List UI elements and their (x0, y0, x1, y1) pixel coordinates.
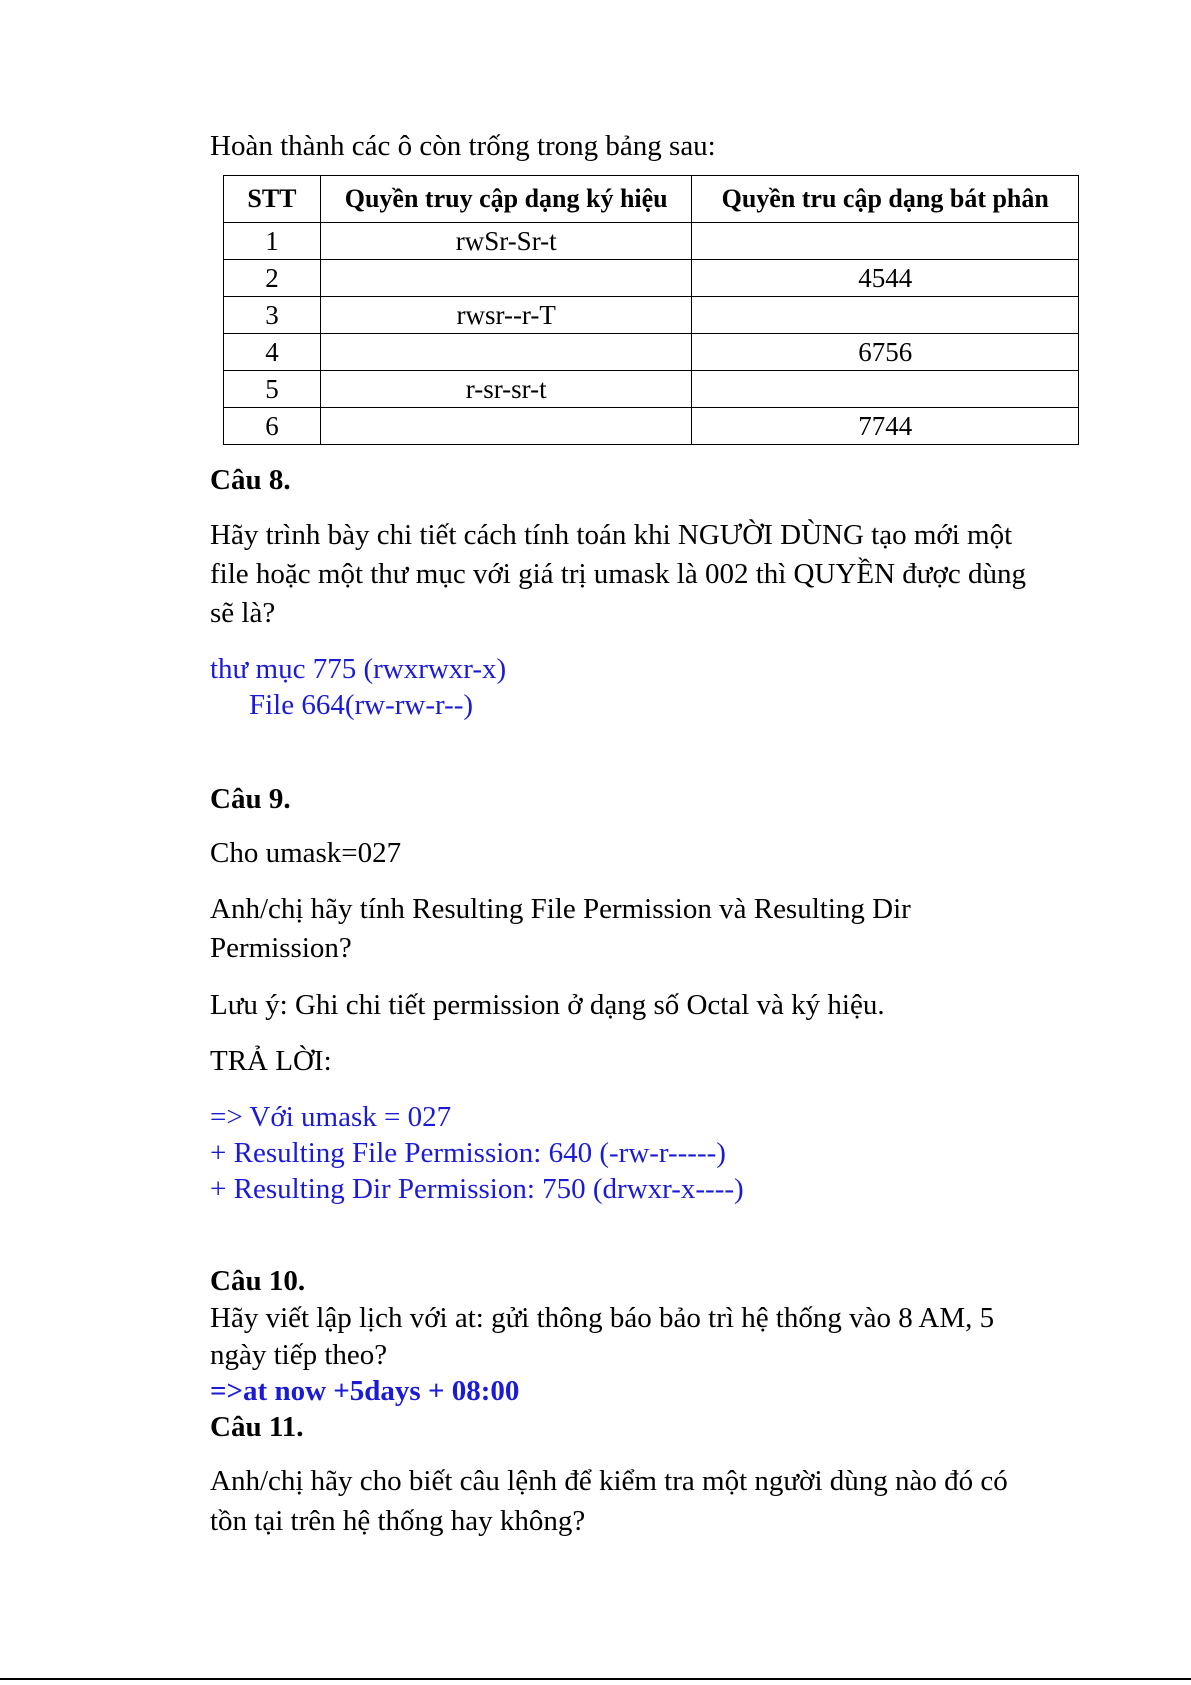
q10-answer: =>at now +5days + 08:00 (210, 1375, 520, 1407)
header-symbolic: Quyền truy cập dạng ký hiệu (320, 176, 692, 223)
q9-answer3: + Resulting Dir Permission: 750 (drwxr-x----) (210, 1173, 744, 1205)
table-row (224, 371, 1079, 408)
q10-title: Câu 10. (210, 1265, 306, 1297)
cell-octal: 4544 (692, 260, 1079, 297)
cell-stt: 2 (224, 260, 321, 297)
q9-note: Lưu ý: Ghi chi tiết permission ở dạng số Octal và ký hiệu. (210, 989, 885, 1021)
cell-stt: 4 (224, 334, 321, 371)
q9-title: Câu 9. (210, 783, 291, 815)
table-row (224, 408, 1079, 445)
cell-stt: 3 (224, 297, 321, 334)
cell-octal (692, 371, 1079, 408)
q8-answer2: File 664(rw-rw-r--) (249, 689, 474, 721)
q10-line2: ngày tiếp theo? (210, 1339, 388, 1371)
q8-line3: sẽ là? (210, 597, 276, 629)
cell-symbolic: rwSr-Sr-t (320, 223, 692, 260)
table-row (224, 223, 1079, 260)
q8-answer1: thư mục 775 (rwxrwxr-x) (210, 653, 507, 685)
q9-line1: Anh/chị hãy tính Resulting File Permission và Resulting Dir (210, 893, 911, 925)
q8-title: Câu 8. (210, 464, 291, 496)
table-row (224, 334, 1079, 371)
cell-octal (692, 223, 1079, 260)
page-bottom-divider (0, 1678, 1191, 1680)
table-intro: Hoàn thành các ô còn trống trong bảng sau: (210, 130, 716, 162)
table-row (224, 297, 1079, 334)
table-header-row (224, 176, 1079, 223)
q9-answer1: => Với umask = 027 (210, 1101, 452, 1133)
q9-given: Cho umask=027 (210, 837, 402, 869)
permission-table (223, 175, 1079, 445)
cell-octal (692, 297, 1079, 334)
header-stt: STT (224, 176, 321, 223)
q11-line1: Anh/chị hãy cho biết câu lệnh để kiểm tra một người dùng nào đó có (210, 1465, 1008, 1497)
table-row (224, 260, 1079, 297)
q11-line2: tồn tại trên hệ thống hay không? (210, 1505, 586, 1537)
q11-title: Câu 11. (210, 1411, 304, 1443)
cell-octal: 6756 (692, 334, 1079, 371)
header-octal: Quyền tru cập dạng bát phân (692, 176, 1079, 223)
q10-line1: Hãy viết lập lịch với at: gửi thông báo bảo trì hệ thống vào 8 AM, 5 (210, 1302, 995, 1334)
cell-stt: 5 (224, 371, 321, 408)
cell-symbolic: rwsr--r-T (320, 297, 692, 334)
q9-answer-label: TRẢ LỜI: (210, 1045, 332, 1077)
cell-stt: 6 (224, 408, 321, 445)
cell-octal: 7744 (692, 408, 1079, 445)
cell-symbolic (320, 408, 692, 445)
q9-line2: Permission? (210, 932, 352, 964)
q8-line1: Hãy trình bày chi tiết cách tính toán khi NGƯỜI DÙNG tạo mới một (210, 519, 1013, 551)
cell-symbolic (320, 334, 692, 371)
cell-symbolic (320, 260, 692, 297)
q8-line2: file hoặc một thư mục với giá trị umask là 002 thì QUYỀN được dùng (210, 558, 1026, 590)
cell-symbolic: r-sr-sr-t (320, 371, 692, 408)
q9-answer2: + Resulting File Permission: 640 (-rw-r-----) (210, 1137, 726, 1169)
cell-stt: 1 (224, 223, 321, 260)
